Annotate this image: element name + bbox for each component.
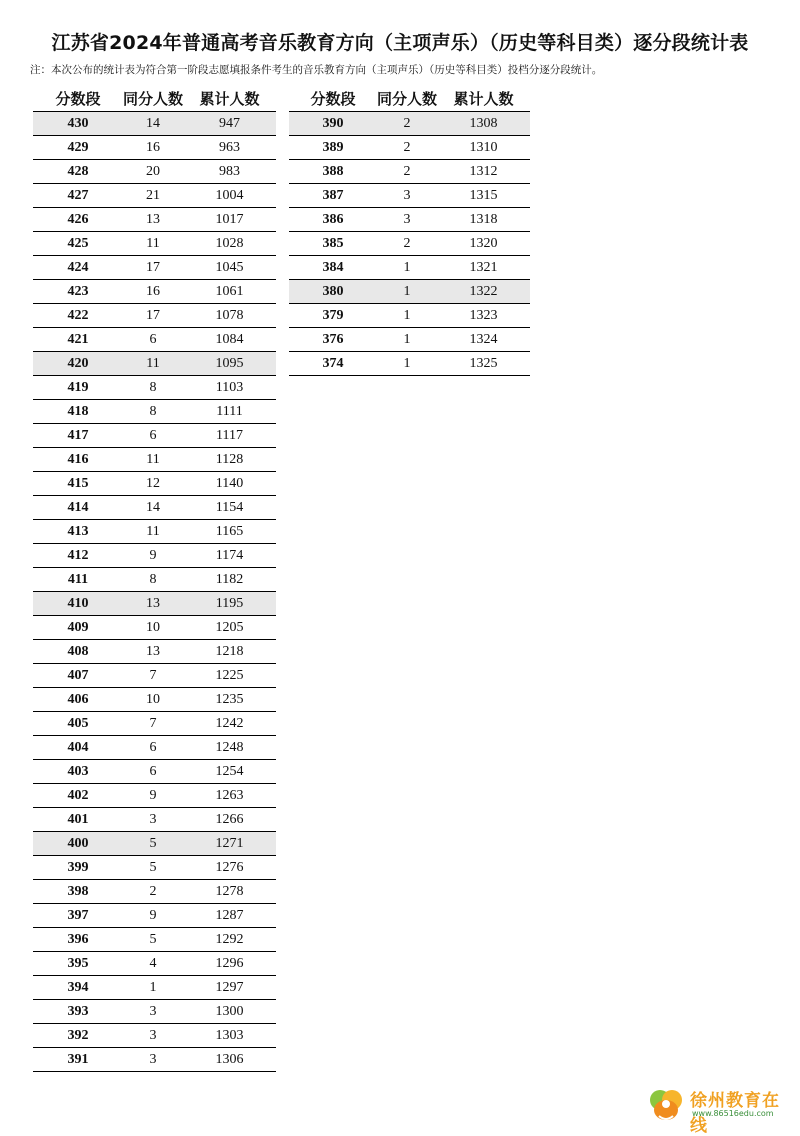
count-cell: 5 bbox=[123, 856, 183, 880]
count-cell: 5 bbox=[123, 832, 183, 856]
score-cell: 419 bbox=[33, 376, 123, 400]
score-cell: 385 bbox=[289, 232, 377, 256]
score-cell: 416 bbox=[33, 448, 123, 472]
count-cell: 20 bbox=[123, 160, 183, 184]
table-row bbox=[33, 952, 276, 976]
cumulative-cell: 1225 bbox=[183, 664, 276, 688]
cumulative-cell: 1287 bbox=[183, 904, 276, 928]
table-row bbox=[289, 184, 530, 208]
cumulative-cell: 1306 bbox=[183, 1048, 276, 1072]
table-row bbox=[33, 448, 276, 472]
score-cell: 380 bbox=[289, 280, 377, 304]
cumulative-cell: 1095 bbox=[183, 352, 276, 376]
score-cell: 413 bbox=[33, 520, 123, 544]
cumulative-cell: 1004 bbox=[183, 184, 276, 208]
cumulative-cell: 1242 bbox=[183, 712, 276, 736]
cumulative-cell: 1111 bbox=[183, 400, 276, 424]
score-cell: 401 bbox=[33, 808, 123, 832]
score-cell: 414 bbox=[33, 496, 123, 520]
score-cell: 376 bbox=[289, 328, 377, 352]
score-cell: 406 bbox=[33, 688, 123, 712]
score-cell: 388 bbox=[289, 160, 377, 184]
cumulative-cell: 1266 bbox=[183, 808, 276, 832]
table-row bbox=[33, 232, 276, 256]
cumulative-cell: 1084 bbox=[183, 328, 276, 352]
count-cell: 7 bbox=[123, 664, 183, 688]
score-cell: 423 bbox=[33, 280, 123, 304]
cumulative-cell: 1154 bbox=[183, 496, 276, 520]
cumulative-cell: 1308 bbox=[437, 112, 530, 136]
table-row bbox=[33, 928, 276, 952]
table-row bbox=[289, 280, 530, 304]
score-cell: 428 bbox=[33, 160, 123, 184]
table-row bbox=[33, 856, 276, 880]
table-row bbox=[289, 352, 530, 376]
table-row bbox=[33, 976, 276, 1000]
cumulative-cell: 1182 bbox=[183, 568, 276, 592]
score-cell: 425 bbox=[33, 232, 123, 256]
table-row bbox=[33, 640, 276, 664]
cumulative-cell: 1322 bbox=[437, 280, 530, 304]
count-cell: 13 bbox=[123, 640, 183, 664]
score-cell: 408 bbox=[33, 640, 123, 664]
site-logo[interactable] bbox=[646, 1082, 796, 1136]
table-note: 注：本次公布的统计表为符合第一阶段志愿填报条件考生的音乐教育方向（主项声乐）（历史等科目类）投档分逐分段统计。 bbox=[30, 64, 603, 76]
table-row bbox=[289, 160, 530, 184]
table-row bbox=[33, 496, 276, 520]
count-cell: 8 bbox=[123, 568, 183, 592]
score-cell: 396 bbox=[33, 928, 123, 952]
cumulative-cell: 1061 bbox=[183, 280, 276, 304]
logo-url: www.86516edu.com bbox=[692, 1109, 774, 1118]
table-row bbox=[33, 472, 276, 496]
table-row bbox=[33, 808, 276, 832]
table-row bbox=[33, 760, 276, 784]
count-cell: 13 bbox=[123, 208, 183, 232]
cumulative-cell: 1174 bbox=[183, 544, 276, 568]
cumulative-cell: 1296 bbox=[183, 952, 276, 976]
table-row bbox=[33, 136, 276, 160]
count-cell: 3 bbox=[123, 808, 183, 832]
count-cell: 12 bbox=[123, 472, 183, 496]
count-cell: 14 bbox=[123, 112, 183, 136]
score-cell: 374 bbox=[289, 352, 377, 376]
table-row bbox=[33, 400, 276, 424]
table-row bbox=[33, 376, 276, 400]
table-row bbox=[33, 1000, 276, 1024]
header-cumulative: 累计人数 bbox=[453, 89, 514, 108]
score-cell: 394 bbox=[33, 976, 123, 1000]
cumulative-cell: 1325 bbox=[437, 352, 530, 376]
score-cell: 420 bbox=[33, 352, 123, 376]
count-cell: 1 bbox=[123, 976, 183, 1000]
table-row bbox=[289, 328, 530, 352]
score-cell: 410 bbox=[33, 592, 123, 616]
count-cell: 1 bbox=[377, 256, 437, 280]
count-cell: 2 bbox=[377, 112, 437, 136]
count-cell: 6 bbox=[123, 424, 183, 448]
logo-mark-icon bbox=[646, 1086, 686, 1124]
table-row bbox=[33, 544, 276, 568]
score-cell: 386 bbox=[289, 208, 377, 232]
count-cell: 17 bbox=[123, 304, 183, 328]
table-row bbox=[33, 184, 276, 208]
cumulative-cell: 983 bbox=[183, 160, 276, 184]
count-cell: 1 bbox=[377, 304, 437, 328]
cumulative-cell: 1276 bbox=[183, 856, 276, 880]
table-row bbox=[33, 1024, 276, 1048]
table-row bbox=[33, 832, 276, 856]
table-row bbox=[33, 784, 276, 808]
cumulative-cell: 1310 bbox=[437, 136, 530, 160]
cumulative-cell: 1045 bbox=[183, 256, 276, 280]
table-row bbox=[33, 568, 276, 592]
cumulative-cell: 1315 bbox=[437, 184, 530, 208]
score-cell: 392 bbox=[33, 1024, 123, 1048]
table-row bbox=[33, 280, 276, 304]
score-cell: 405 bbox=[33, 712, 123, 736]
count-cell: 9 bbox=[123, 784, 183, 808]
count-cell: 3 bbox=[123, 1048, 183, 1072]
count-cell: 3 bbox=[123, 1024, 183, 1048]
table-row bbox=[33, 328, 276, 352]
table-row bbox=[33, 1048, 276, 1072]
score-cell: 407 bbox=[33, 664, 123, 688]
score-cell: 417 bbox=[33, 424, 123, 448]
header-cumulative: 累计人数 bbox=[199, 89, 260, 108]
count-cell: 1 bbox=[377, 352, 437, 376]
count-cell: 10 bbox=[123, 688, 183, 712]
score-cell: 400 bbox=[33, 832, 123, 856]
table-row bbox=[33, 688, 276, 712]
score-cell: 398 bbox=[33, 880, 123, 904]
cumulative-cell: 1128 bbox=[183, 448, 276, 472]
count-cell: 8 bbox=[123, 400, 183, 424]
table-row bbox=[33, 112, 276, 136]
logo-name: 徐州教育在线 bbox=[690, 1091, 780, 1136]
count-cell: 1 bbox=[377, 328, 437, 352]
cumulative-cell: 1028 bbox=[183, 232, 276, 256]
cumulative-cell: 1140 bbox=[183, 472, 276, 496]
cumulative-cell: 1278 bbox=[183, 880, 276, 904]
cumulative-cell: 1300 bbox=[183, 1000, 276, 1024]
cumulative-cell: 1312 bbox=[437, 160, 530, 184]
score-cell: 402 bbox=[33, 784, 123, 808]
table-row bbox=[289, 256, 530, 280]
table-header-row bbox=[289, 85, 530, 112]
count-cell: 11 bbox=[123, 448, 183, 472]
cumulative-cell: 1320 bbox=[437, 232, 530, 256]
score-table-left bbox=[33, 85, 276, 1072]
table-body-right bbox=[289, 112, 530, 376]
score-cell: 426 bbox=[33, 208, 123, 232]
table-row bbox=[33, 424, 276, 448]
count-cell: 3 bbox=[377, 208, 437, 232]
cumulative-cell: 1318 bbox=[437, 208, 530, 232]
count-cell: 6 bbox=[123, 736, 183, 760]
cumulative-cell: 947 bbox=[183, 112, 276, 136]
cumulative-cell: 1321 bbox=[437, 256, 530, 280]
table-row bbox=[289, 232, 530, 256]
score-cell: 418 bbox=[33, 400, 123, 424]
cumulative-cell: 1117 bbox=[183, 424, 276, 448]
table-row bbox=[33, 208, 276, 232]
score-cell: 395 bbox=[33, 952, 123, 976]
table-body-left bbox=[33, 112, 276, 1072]
count-cell: 1 bbox=[377, 280, 437, 304]
table-row bbox=[33, 616, 276, 640]
cumulative-cell: 1195 bbox=[183, 592, 276, 616]
cumulative-cell: 1323 bbox=[437, 304, 530, 328]
count-cell: 3 bbox=[123, 1000, 183, 1024]
count-cell: 2 bbox=[123, 880, 183, 904]
score-cell: 390 bbox=[289, 112, 377, 136]
table-row bbox=[33, 592, 276, 616]
count-cell: 9 bbox=[123, 544, 183, 568]
score-cell: 403 bbox=[33, 760, 123, 784]
count-cell: 6 bbox=[123, 760, 183, 784]
cumulative-cell: 1292 bbox=[183, 928, 276, 952]
count-cell: 7 bbox=[123, 712, 183, 736]
table-row bbox=[33, 904, 276, 928]
count-cell: 11 bbox=[123, 520, 183, 544]
count-cell: 2 bbox=[377, 160, 437, 184]
count-cell: 11 bbox=[123, 352, 183, 376]
score-cell: 399 bbox=[33, 856, 123, 880]
count-cell: 2 bbox=[377, 136, 437, 160]
score-cell: 391 bbox=[33, 1048, 123, 1072]
cumulative-cell: 1271 bbox=[183, 832, 276, 856]
table-row bbox=[33, 160, 276, 184]
count-cell: 5 bbox=[123, 928, 183, 952]
cumulative-cell: 1254 bbox=[183, 760, 276, 784]
score-cell: 422 bbox=[33, 304, 123, 328]
table-row bbox=[33, 712, 276, 736]
score-cell: 430 bbox=[33, 112, 123, 136]
cumulative-cell: 1078 bbox=[183, 304, 276, 328]
count-cell: 6 bbox=[123, 328, 183, 352]
table-row bbox=[289, 112, 530, 136]
cumulative-cell: 1017 bbox=[183, 208, 276, 232]
score-cell: 404 bbox=[33, 736, 123, 760]
score-cell: 397 bbox=[33, 904, 123, 928]
table-row bbox=[33, 256, 276, 280]
cumulative-cell: 1218 bbox=[183, 640, 276, 664]
table-row bbox=[33, 304, 276, 328]
score-cell: 387 bbox=[289, 184, 377, 208]
score-cell: 384 bbox=[289, 256, 377, 280]
count-cell: 16 bbox=[123, 280, 183, 304]
count-cell: 11 bbox=[123, 232, 183, 256]
cumulative-cell: 963 bbox=[183, 136, 276, 160]
score-cell: 429 bbox=[33, 136, 123, 160]
count-cell: 17 bbox=[123, 256, 183, 280]
score-cell: 411 bbox=[33, 568, 123, 592]
table-row bbox=[33, 664, 276, 688]
count-cell: 10 bbox=[123, 616, 183, 640]
count-cell: 13 bbox=[123, 592, 183, 616]
score-cell: 421 bbox=[33, 328, 123, 352]
count-cell: 9 bbox=[123, 904, 183, 928]
table-row bbox=[289, 136, 530, 160]
header-score: 分数段 bbox=[310, 89, 356, 108]
table-row bbox=[33, 352, 276, 376]
score-cell: 412 bbox=[33, 544, 123, 568]
cumulative-cell: 1303 bbox=[183, 1024, 276, 1048]
score-table-right bbox=[289, 85, 530, 376]
score-cell: 409 bbox=[33, 616, 123, 640]
count-cell: 16 bbox=[123, 136, 183, 160]
score-cell: 427 bbox=[33, 184, 123, 208]
header-count: 同分人数 bbox=[123, 89, 184, 108]
table-row bbox=[33, 880, 276, 904]
cumulative-cell: 1248 bbox=[183, 736, 276, 760]
count-cell: 8 bbox=[123, 376, 183, 400]
header-count: 同分人数 bbox=[377, 89, 438, 108]
cumulative-cell: 1324 bbox=[437, 328, 530, 352]
header-score: 分数段 bbox=[55, 89, 101, 108]
table-row bbox=[289, 304, 530, 328]
table-row bbox=[33, 520, 276, 544]
count-cell: 4 bbox=[123, 952, 183, 976]
page-title: 江苏省2024年普通高考音乐教育方向（主项声乐）（历史等科目类）逐分段统计表 bbox=[51, 32, 749, 54]
score-cell: 389 bbox=[289, 136, 377, 160]
cumulative-cell: 1235 bbox=[183, 688, 276, 712]
cumulative-cell: 1297 bbox=[183, 976, 276, 1000]
cumulative-cell: 1263 bbox=[183, 784, 276, 808]
score-cell: 379 bbox=[289, 304, 377, 328]
table-header-row bbox=[33, 85, 276, 112]
count-cell: 2 bbox=[377, 232, 437, 256]
cumulative-cell: 1165 bbox=[183, 520, 276, 544]
count-cell: 3 bbox=[377, 184, 437, 208]
table-row bbox=[33, 736, 276, 760]
score-cell: 415 bbox=[33, 472, 123, 496]
score-cell: 424 bbox=[33, 256, 123, 280]
count-cell: 14 bbox=[123, 496, 183, 520]
cumulative-cell: 1205 bbox=[183, 616, 276, 640]
score-cell: 393 bbox=[33, 1000, 123, 1024]
table-row bbox=[289, 208, 530, 232]
count-cell: 21 bbox=[123, 184, 183, 208]
cumulative-cell: 1103 bbox=[183, 376, 276, 400]
